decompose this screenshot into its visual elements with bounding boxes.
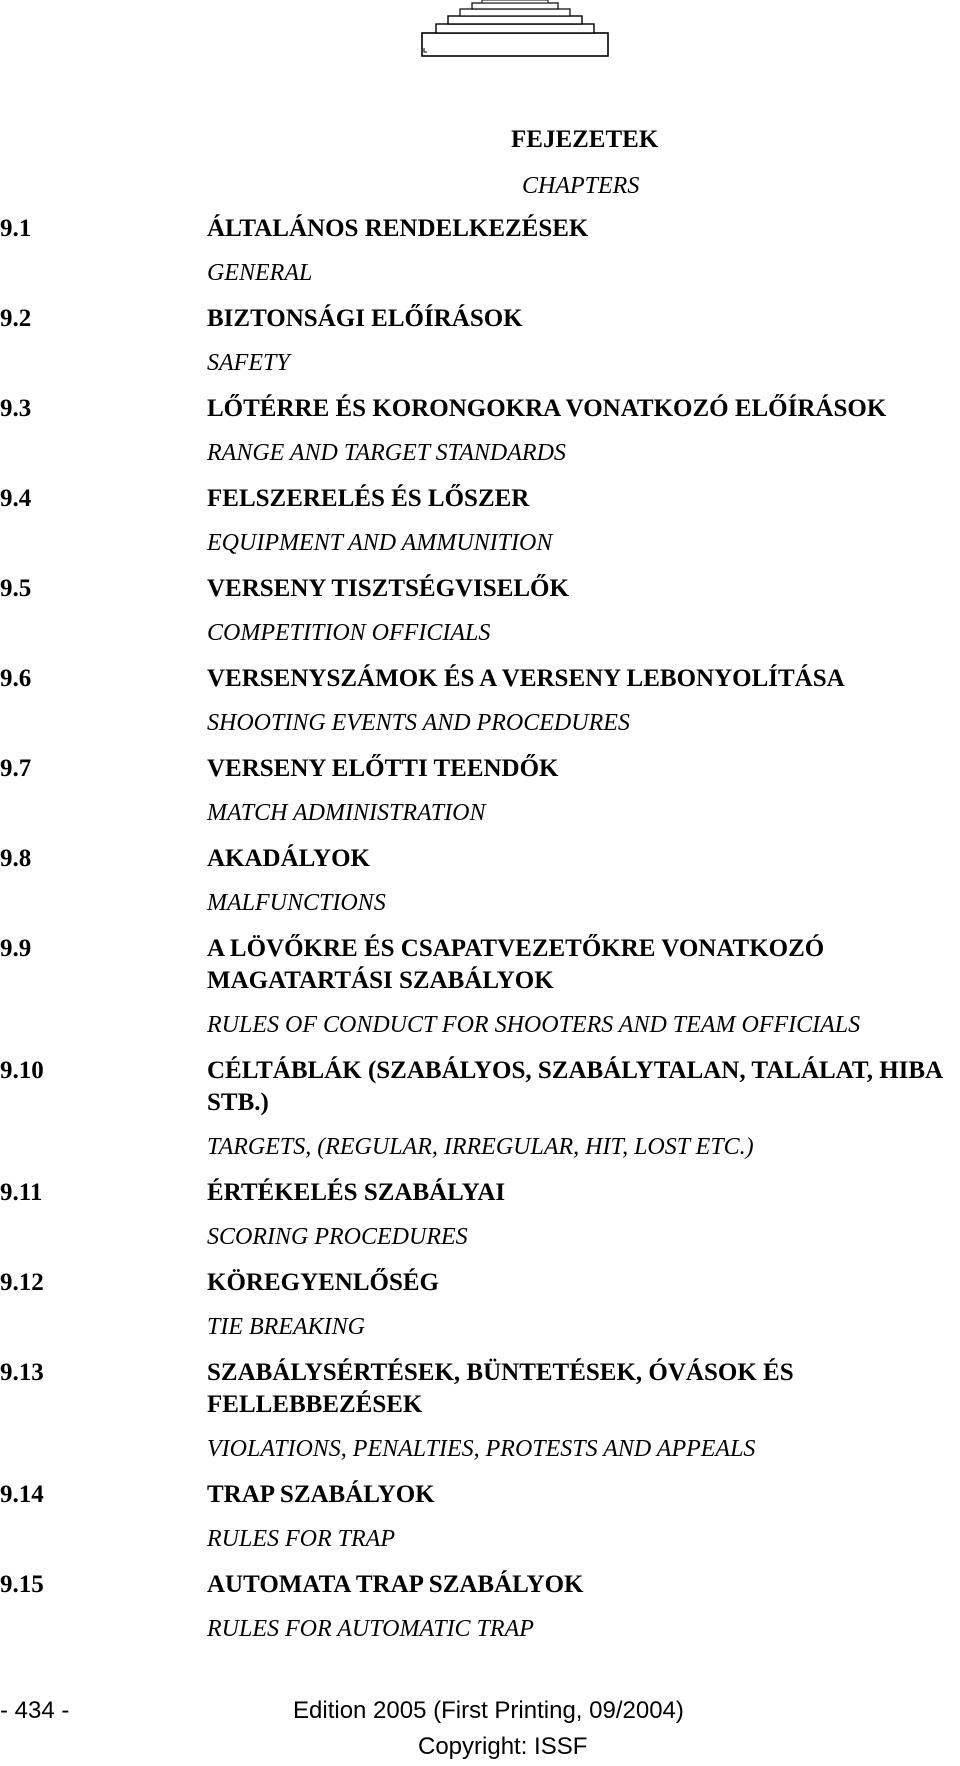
chapter-title-en: SCORING PROCEDURES: [207, 1224, 468, 1250]
chapter-number: 9.14: [0, 1481, 44, 1508]
chapter-entry: [0, 843, 960, 933]
chapter-entry: [0, 393, 960, 483]
chapter-entry: [0, 483, 960, 573]
chapter-number: 9.4: [0, 485, 32, 512]
chapter-number: 9.15: [0, 1571, 44, 1598]
chapter-number: 9.8: [0, 845, 32, 872]
chapter-entry: [0, 1357, 960, 1479]
chapter-entry: [0, 663, 960, 753]
chapter-title-en: COMPETITION OFFICIALS: [207, 620, 491, 646]
chapter-title-hu: VERSENY ELŐTTI TEENDŐK: [207, 755, 559, 782]
chapter-title-hu: VERSENYSZÁMOK ÉS A VERSENY LEBONYOLÍTÁSA: [207, 665, 845, 692]
chapter-title-hu: LŐTÉRRE ÉS KORONGOKRA VONATKOZÓ ELŐÍRÁSOK: [207, 395, 887, 422]
chapter-title-en: RULES FOR AUTOMATIC TRAP: [207, 1616, 534, 1642]
chapter-number: 9.5: [0, 575, 32, 602]
chapter-title-en: VIOLATIONS, PENALTIES, PROTESTS AND APPEALS: [207, 1436, 756, 1462]
issf-logo-icon: [420, 0, 610, 58]
chapter-title-hu: ÁLTALÁNOS RENDELKEZÉSEK: [207, 215, 589, 242]
page-number: - 434 -: [0, 1697, 70, 1724]
chapter-number: 9.3: [0, 395, 32, 422]
chapter-entry: [0, 1479, 960, 1569]
chapter-title-hu: FELSZERELÉS ÉS LŐSZER: [207, 485, 530, 512]
chapter-number: 9.2: [0, 305, 32, 332]
chapters-heading-hu: FEJEZETEK: [511, 126, 659, 153]
edition-info: Edition 2005 (First Printing, 09/2004): [293, 1697, 684, 1724]
chapter-title-en: RULES FOR TRAP: [207, 1526, 395, 1552]
chapter-title-hu: VERSENY TISZTSÉGVISELŐK: [207, 575, 569, 602]
chapter-number: 9.7: [0, 755, 32, 782]
chapter-title-en: RULES OF CONDUCT FOR SHOOTERS AND TEAM OFFICIALS: [207, 1012, 861, 1038]
chapter-title-en: SHOOTING EVENTS AND PROCEDURES: [207, 710, 630, 736]
chapter-number: 9.1: [0, 215, 32, 242]
chapter-number: 9.9: [0, 935, 32, 962]
chapter-entry: [0, 1177, 960, 1267]
chapter-title-en: GENERAL: [207, 260, 313, 286]
chapter-title-en: TIE BREAKING: [207, 1314, 365, 1340]
chapter-title-hu: BIZTONSÁGI ELŐÍRÁSOK: [207, 305, 523, 332]
chapter-title-hu: ÉRTÉKELÉS SZABÁLYAI: [207, 1179, 506, 1206]
chapter-title-en: SAFETY: [207, 350, 290, 376]
chapter-number: 9.13: [0, 1359, 44, 1386]
chapter-number: 9.10: [0, 1057, 44, 1084]
chapter-entry: [0, 753, 960, 843]
chapter-list: [0, 213, 960, 1659]
chapter-title-en: MATCH ADMINISTRATION: [207, 800, 486, 826]
chapter-entry: [0, 303, 960, 393]
chapter-entry: [0, 1055, 960, 1177]
chapter-title-en: EQUIPMENT AND AMMUNITION: [207, 530, 553, 556]
chapter-number: 9.11: [0, 1179, 43, 1206]
copyright-notice: Copyright: ISSF: [418, 1733, 588, 1760]
chapter-title-en: RANGE AND TARGET STANDARDS: [207, 440, 566, 466]
chapter-title-hu: A LÖVŐKRE ÉS CSAPATVEZETŐKRE VONATKOZÓ MAGATARTÁSI SZABÁLYOK: [207, 935, 825, 994]
chapter-number: 9.12: [0, 1269, 44, 1296]
chapter-entry: [0, 213, 960, 303]
chapters-heading-en: CHAPTERS: [522, 173, 640, 199]
chapter-title-hu: AKADÁLYOK: [207, 845, 370, 872]
chapter-title-hu: CÉLTÁBLÁK (SZABÁLYOS, SZABÁLYTALAN, TALÁLAT, HIBA STB.): [207, 1057, 942, 1116]
chapter-entry: [0, 1569, 960, 1659]
chapter-title-hu: TRAP SZABÁLYOK: [207, 1481, 435, 1508]
chapter-title-en: TARGETS, (REGULAR, IRREGULAR, HIT, LOST ETC.): [207, 1134, 754, 1160]
chapter-title-hu: SZABÁLYSÉRTÉSEK, BÜNTETÉSEK, ÓVÁSOK ÉS FELLEBBEZÉSEK: [207, 1359, 794, 1418]
chapter-entry: [0, 573, 960, 663]
chapter-number: 9.6: [0, 665, 32, 692]
chapter-title-en: MALFUNCTIONS: [207, 890, 386, 916]
chapter-entry: [0, 1267, 960, 1357]
chapter-entry: [0, 933, 960, 1055]
chapter-title-hu: AUTOMATA TRAP SZABÁLYOK: [207, 1571, 584, 1598]
chapter-title-hu: KÖREGYENLŐSÉG: [207, 1269, 439, 1296]
